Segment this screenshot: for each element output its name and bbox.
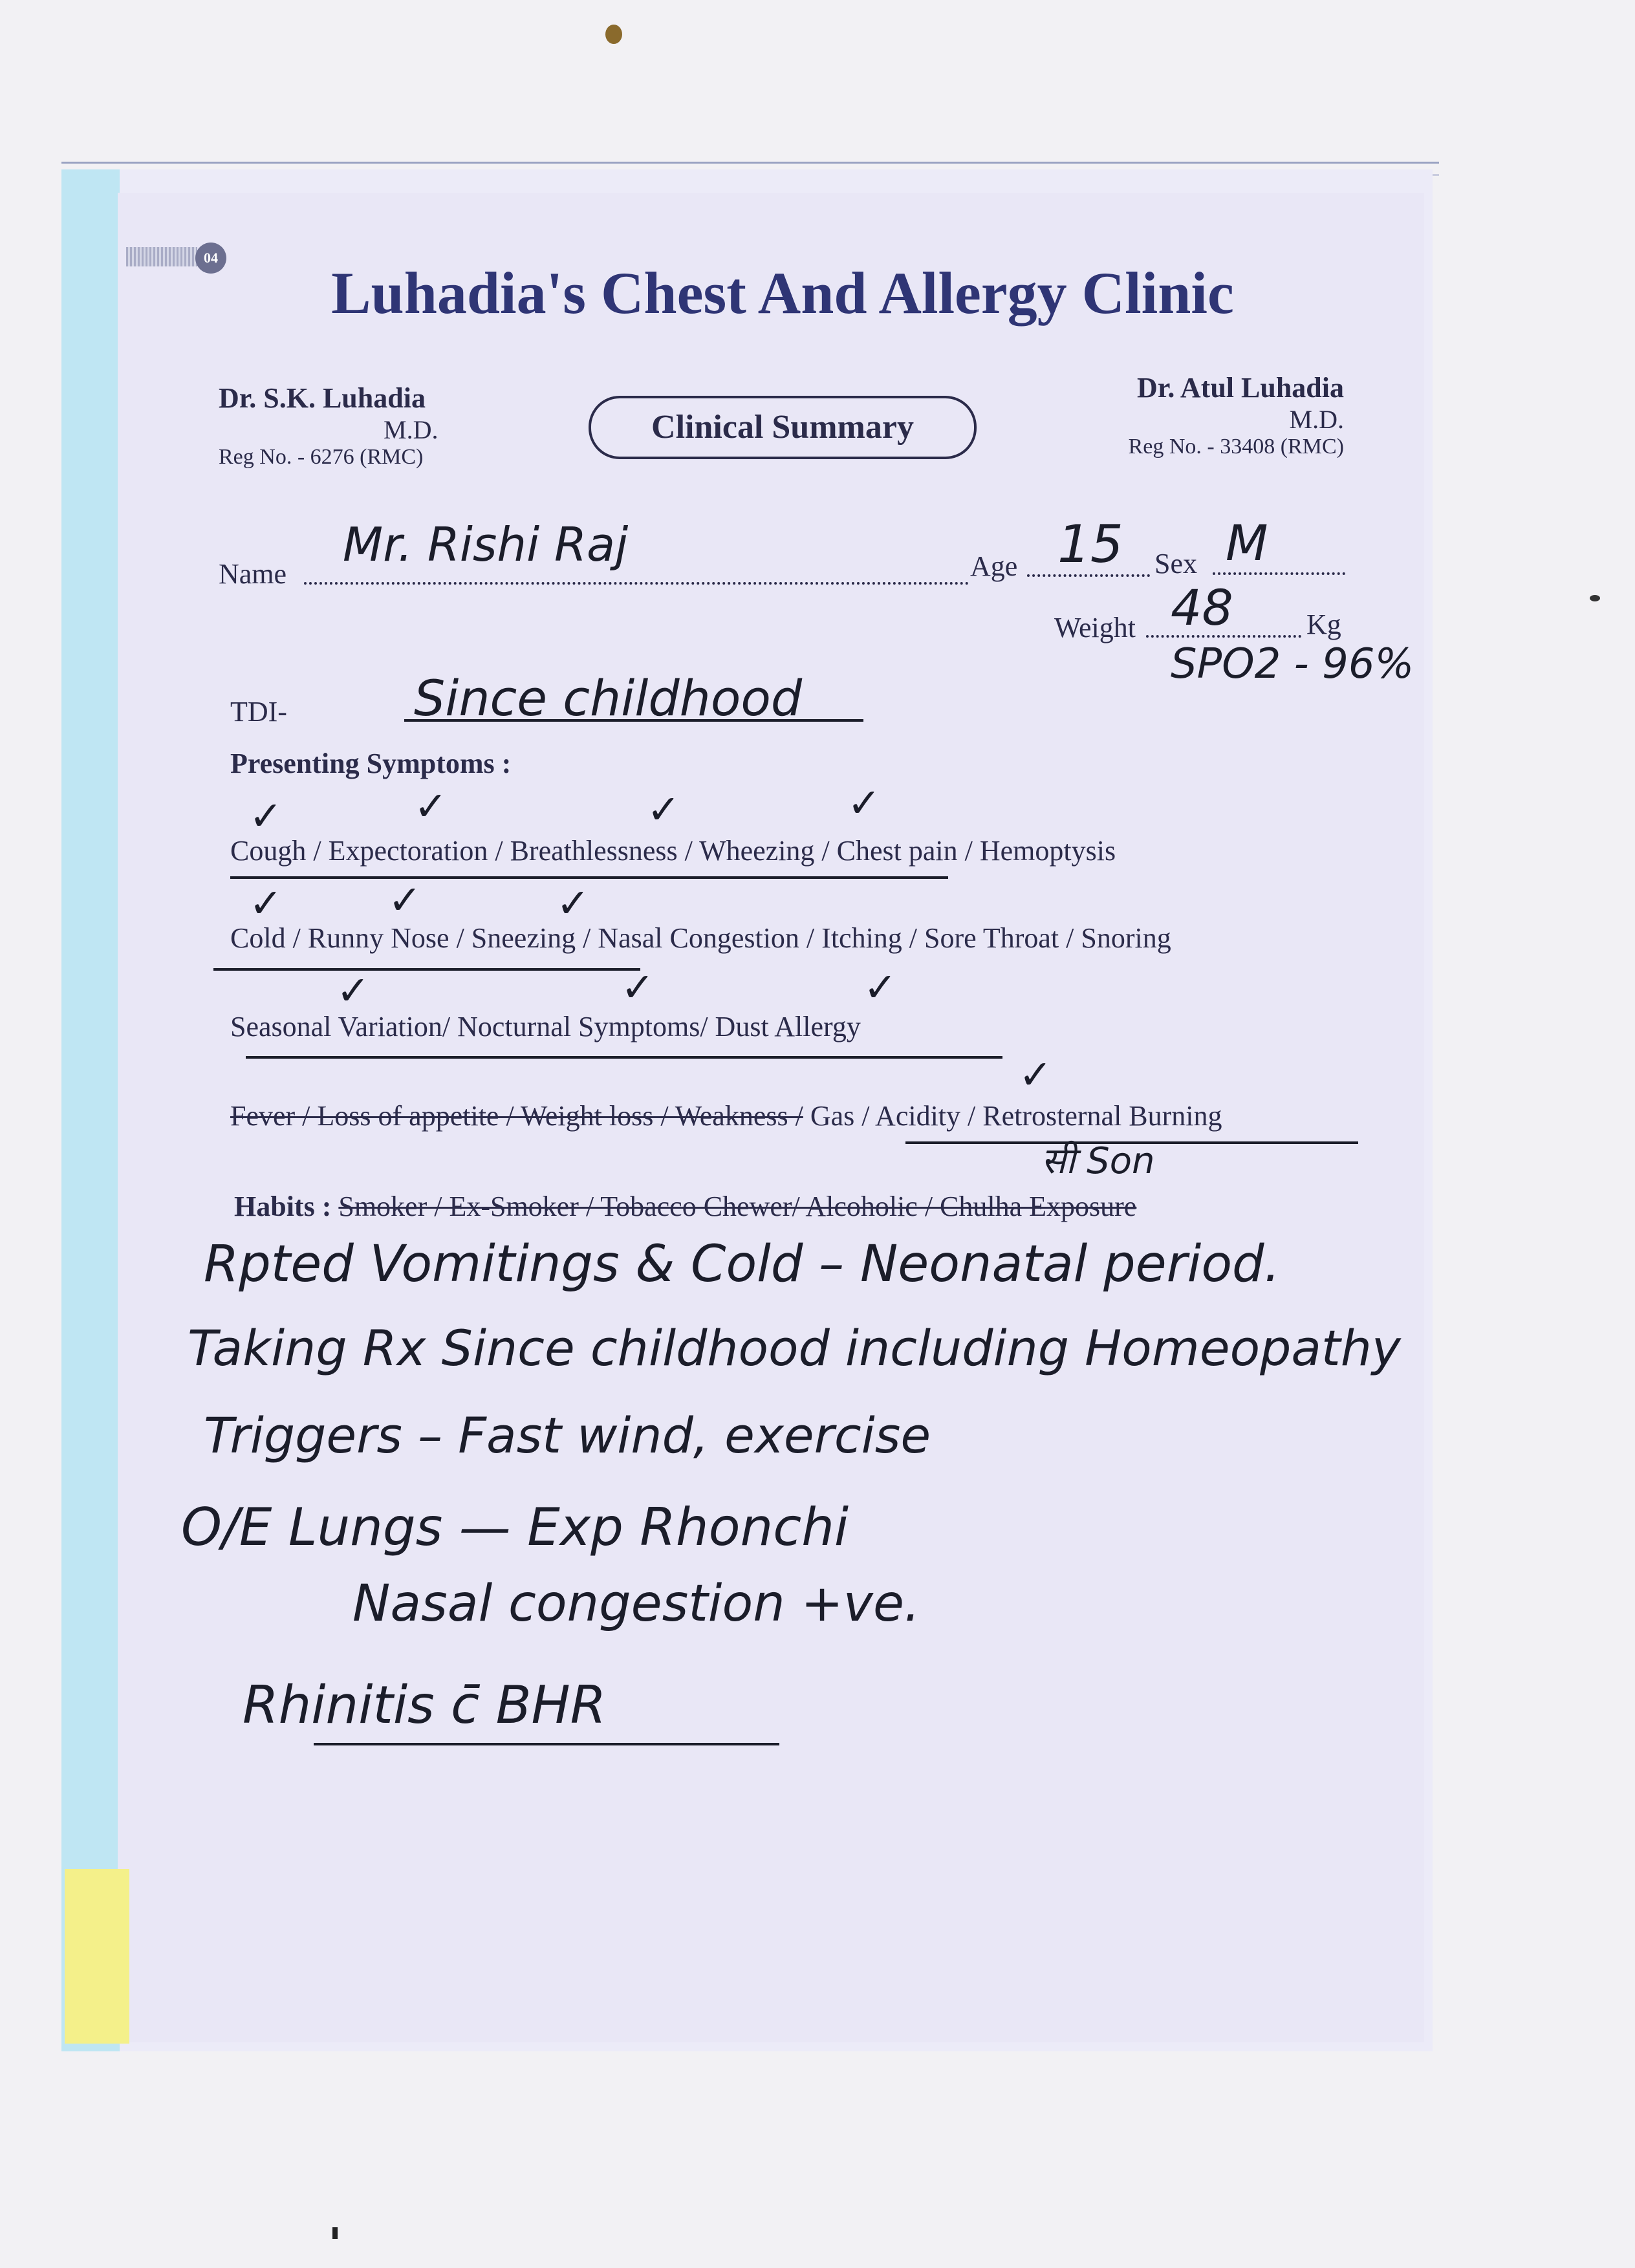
doctor-right-block <box>1129 371 1344 459</box>
note-line-5: Nasal congestion +ve. <box>352 1575 920 1633</box>
age-field-line <box>1027 574 1150 577</box>
check-mark-icon: ✓ <box>863 964 897 1011</box>
check-mark-icon: ✓ <box>556 880 590 927</box>
note-line-1: Rpted Vomitings & Cold – Neonatal period. <box>204 1235 1281 1293</box>
doctor-right-degree: M.D. <box>1289 405 1344 434</box>
punch-hole <box>605 25 622 44</box>
kg-label: Kg <box>1306 609 1341 640</box>
check-mark-icon: ✓ <box>336 967 370 1014</box>
presenting-label: Presenting Symptoms : <box>230 748 512 779</box>
scan-speck <box>1590 595 1600 601</box>
check-mark-icon: ✓ <box>847 779 881 826</box>
patient-name: Mr. Rishi Raj <box>343 517 629 572</box>
note-line-4: O/E Lungs — Exp Rhonchi <box>181 1497 849 1557</box>
note-line-6: Rhinitis c̄ BHR <box>243 1675 607 1735</box>
doctor-left-degree: M.D. <box>384 415 439 444</box>
check-mark-icon: ✓ <box>647 786 680 833</box>
symptom-row-1-underline <box>230 876 948 879</box>
patient-age: 15 <box>1057 514 1123 574</box>
habits-options: Smoker / Ex-Smoker / Tobacco Chewer/ Alcoholic / Chulha Exposure <box>338 1191 1137 1222</box>
spo2-note: SPO2 - 96% <box>1171 640 1414 688</box>
doctor-left-block <box>219 382 438 470</box>
page-number-badge: 04 <box>195 243 226 274</box>
doctor-left-name: Dr. S.K. Luhadia <box>219 382 426 414</box>
check-mark-icon: ✓ <box>249 880 283 927</box>
check-mark-icon: ✓ <box>621 964 655 1011</box>
form-title: Clinical Summary <box>589 396 977 459</box>
note-line-3: Triggers – Fast wind, exercise <box>204 1407 931 1464</box>
diagnosis-underline <box>314 1743 779 1745</box>
patient-sex: M <box>1226 514 1268 572</box>
check-mark-icon: ✓ <box>388 876 422 923</box>
name-field-line <box>304 582 969 585</box>
doctor-right-name: Dr. Atul Luhadia <box>1137 372 1344 404</box>
symptom-row-1: Cough / Expectoration / Breathlessness / Wheezing / Chest pain / Hemoptysis <box>230 835 1116 867</box>
symptom-row-3-underline <box>246 1056 1002 1059</box>
habits-row <box>234 1190 1136 1223</box>
clinic-title: Luhadia's Chest And Allergy Clinic <box>331 260 1234 326</box>
doctor-left-reg: Reg No. - 6276 (RMC) <box>219 445 424 469</box>
symptom-row-2: Cold / Runny Nose / Sneezing / Nasal Congestion / Itching / Sore Throat / Snoring <box>230 922 1171 954</box>
doctor-right-reg: Reg No. - 33408 (RMC) <box>1128 435 1344 459</box>
tdi-value: Since childhood <box>414 669 803 727</box>
age-label: Age <box>970 550 1018 582</box>
check-mark-icon: ✓ <box>249 792 283 839</box>
symptom-row-4-rest: Gas / Acidity / Retrosternal Burning <box>810 1100 1222 1132</box>
symptom-row-2-underline <box>213 968 640 971</box>
symptom-row-3: Seasonal Variation/ Nocturnal Symptoms/ Dust Allergy <box>230 1011 861 1042</box>
weight-label: Weight <box>1054 612 1136 643</box>
check-mark-icon: ✓ <box>1019 1051 1052 1098</box>
scan-speck <box>332 2227 338 2239</box>
symptom-row-4 <box>230 1099 1222 1132</box>
yellow-tab-strip <box>65 1869 129 2044</box>
symptom-row-4-struck: Fever / Loss of appetite / Weight loss / Weakness / <box>230 1100 803 1132</box>
sex-field-line <box>1213 572 1345 575</box>
patient-weight: 48 <box>1171 579 1233 636</box>
check-mark-icon: ✓ <box>414 783 448 830</box>
sex-label: Sex <box>1154 548 1197 579</box>
note-line-2: Taking Rx Since childhood including Homeopathy <box>188 1319 1401 1377</box>
name-label: Name <box>219 558 287 590</box>
tdi-underline <box>404 719 863 722</box>
habits-label: Habits : <box>234 1191 332 1222</box>
tdi-label: TDI- <box>230 696 287 728</box>
habits-note: सी Son <box>1041 1140 1155 1182</box>
